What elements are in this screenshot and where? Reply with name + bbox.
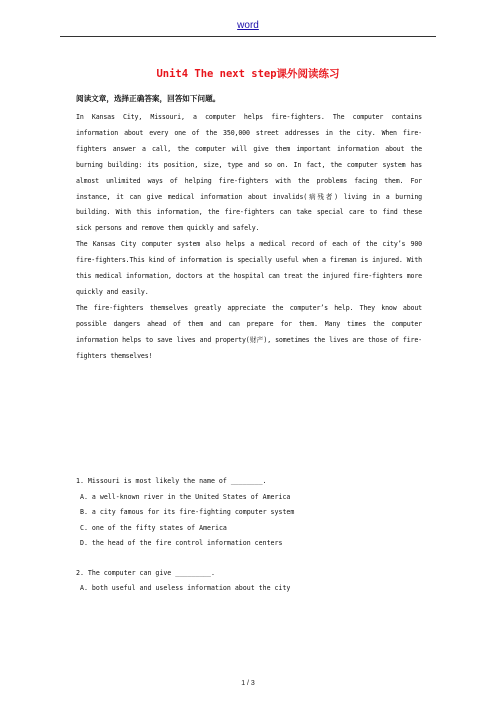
passage-paragraph-3: The fire-fighters themselves greatly appreciate the computer’s help. They know about possible dangers ahead of them and can prepare for them. Many times the computer information helps to save lives and property(财产), sometimes the lives are those of fire-fighters themselves!	[76, 303, 422, 360]
option-d: D. the head of the fire control information centers	[80, 539, 283, 547]
option-b: B. a city famous for its fire-fighting computer system	[80, 508, 295, 516]
question-2	[76, 566, 422, 597]
question-list	[76, 474, 422, 597]
question-spacer	[76, 552, 422, 566]
passage-paragraph-1: In Kansas City, Missouri, a computer helps fire-fighters. The computer contains information about every one of the 350,000 street addresses in the city. When fire-fighters answer a call, the computer will give them important information about the burning building: its position, size, type and so on. In fact, the computer system has almost unlimited ways of helping fire-fighters with the problems facing them. For instance, it can give medical information about invalids(病残者) living in a burning building. With this information, the fire-fighters can take special care to find these sick persons and remove them quickly and safely.	[76, 113, 422, 233]
page-number: 1 / 3	[241, 680, 255, 687]
page-title: Unit4 The next step课外阅读练习	[156, 68, 340, 80]
option-a: A. both useful and useless information about the city	[80, 584, 291, 592]
question-1	[76, 474, 422, 552]
reading-passage	[76, 110, 422, 365]
header-rule	[60, 36, 436, 37]
option-a: A. a well-known river in the United States of America	[80, 492, 291, 501]
instruction-text: 阅读文章，选择正确答案，回答如下问题。	[76, 94, 221, 103]
question-stem: 1. Missouri is most likely the name of ________.	[76, 477, 267, 485]
header-link[interactable]: word	[237, 20, 259, 31]
passage-paragraph-2: The Kansas City computer system also helps a medical record of each of the city’s 900 fire-fighters.This kind of information is specially useful when a fireman is injured. With this medical information, doctors at the hospital can treat the injured fire-fighters more quickly and easily.	[76, 240, 422, 296]
question-stem: 2. The computer can give _________.	[76, 568, 215, 577]
option-c: C. one of the fifty states of America	[80, 523, 227, 532]
